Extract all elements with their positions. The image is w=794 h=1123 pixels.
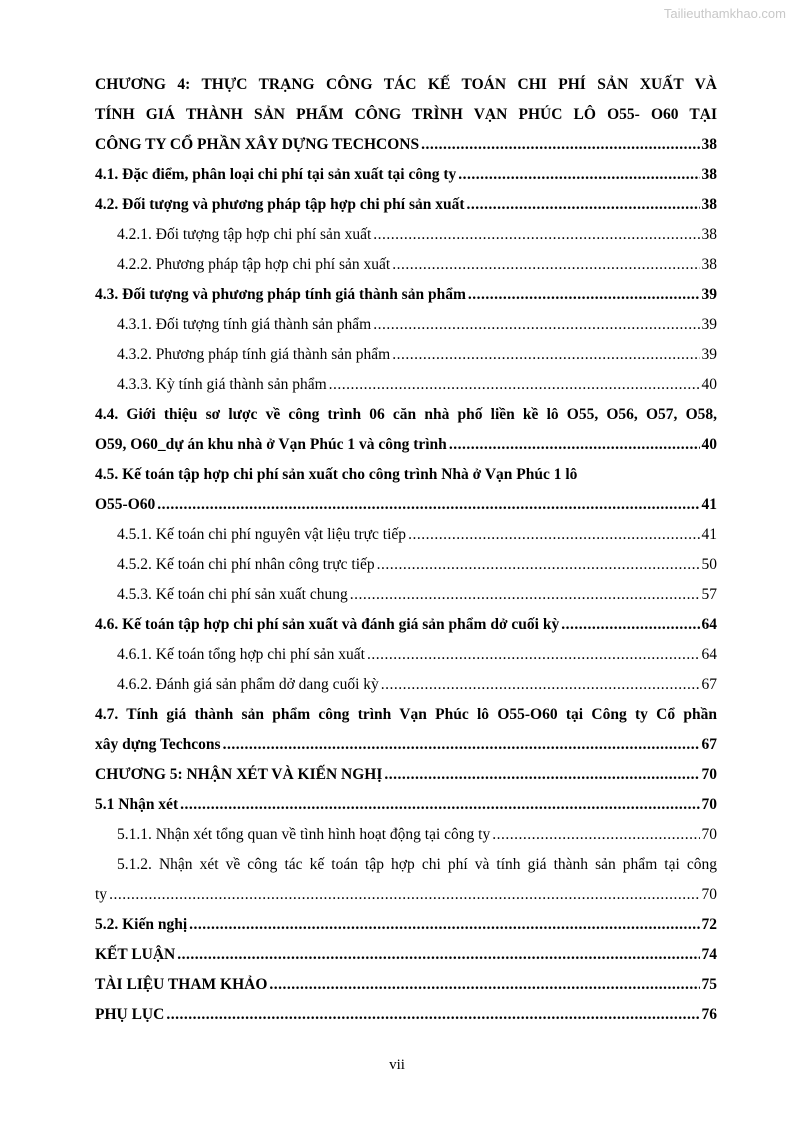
toc-page-number: 57 xyxy=(701,586,717,603)
toc-entry-4-7[interactable] xyxy=(95,700,717,760)
dot-leader xyxy=(492,820,699,850)
toc-entry-text: 4.4. Giới thiệu sơ lược về công trình 06 căn nhà phố liền kề lô O55, O56, O57, O58, xyxy=(95,406,717,423)
toc-entry-4-6-1[interactable] xyxy=(95,640,717,670)
toc-page-number: 38 xyxy=(701,196,717,213)
toc-entry-text: 4.5. Kế toán tập hợp chi phí sản xuất cho công trình Nhà ở Vạn Phúc 1 lô xyxy=(95,466,578,483)
dot-leader xyxy=(408,520,699,550)
toc-entry-text: 4.3.2. Phương pháp tính giá thành sản phẩm xyxy=(117,346,391,363)
toc-entry-text: CHƯƠNG 4: THỰC TRẠNG CÔNG TÁC KẾ TOÁN CHI PHÍ SẢN XUẤT VÀ xyxy=(95,76,717,93)
toc-page-number: 67 xyxy=(701,676,717,693)
toc-entry-5-2[interactable] xyxy=(95,910,717,940)
dot-leader xyxy=(392,250,699,280)
toc-page-number: 67 xyxy=(701,736,717,753)
dot-leader xyxy=(109,880,699,910)
dot-leader xyxy=(177,940,699,970)
dot-leader xyxy=(381,670,700,700)
dot-leader xyxy=(392,340,699,370)
toc-page-number: 74 xyxy=(701,946,717,963)
dot-leader xyxy=(468,280,700,310)
dot-leader xyxy=(166,1000,699,1030)
toc-page-number: 38 xyxy=(701,136,717,153)
toc-entry-text: 4.3.3. Kỳ tính giá thành sản phẩm xyxy=(117,376,327,393)
toc-entry-text: 4.5.1. Kế toán chi phí nguyên vật liệu trực tiếp xyxy=(117,526,407,543)
toc-entry-4-2[interactable] xyxy=(95,190,717,220)
toc-page-number: 64 xyxy=(701,646,717,663)
toc-entry-text: 5.1.2. Nhận xét về công tác kế toán tập hợp chi phí và tính giá thành sản phẩm tại công xyxy=(117,856,717,873)
toc-page-number: 72 xyxy=(701,916,717,933)
toc-entry-text: O55-O60 xyxy=(95,496,156,513)
toc-entry-appendix[interactable] xyxy=(95,1000,717,1030)
toc-entry-conclusion[interactable] xyxy=(95,940,717,970)
toc-entry-text: 4.2. Đối tượng và phương pháp tập hợp chi phí sản xuất xyxy=(95,196,465,213)
toc-entry-text: PHỤ LỤC xyxy=(95,1006,165,1023)
toc-entry-text: O59, O60_dự án khu nhà ở Vạn Phúc 1 và công trình xyxy=(95,436,447,453)
toc-entry-4-3[interactable] xyxy=(95,280,717,310)
dot-leader xyxy=(189,910,699,940)
toc-entry-4-5[interactable] xyxy=(95,460,717,520)
toc-entry-4-5-1[interactable] xyxy=(95,520,717,550)
toc-entry-text: ty xyxy=(95,886,108,903)
toc-page-number: 40 xyxy=(701,376,717,393)
toc-entry-text: 5.2. Kiến nghị xyxy=(95,916,188,933)
dot-leader xyxy=(367,640,700,670)
table-of-contents xyxy=(95,70,717,1030)
toc-entry-text: 4.3. Đối tượng và phương pháp tính giá thành sản phẩm xyxy=(95,286,466,303)
toc-entry-text: 4.5.2. Kế toán chi phí nhân công trực tiếp xyxy=(117,556,375,573)
toc-entry-text: CHƯƠNG 5: NHẬN XÉT VÀ KIẾN NGHỊ xyxy=(95,766,383,783)
toc-page-number: 40 xyxy=(701,436,717,453)
toc-page-number: 76 xyxy=(701,1006,717,1023)
toc-entry-4-4[interactable] xyxy=(95,400,717,460)
dot-leader xyxy=(350,580,700,610)
toc-entry-4-2-2[interactable] xyxy=(95,250,717,280)
toc-page-number: 38 xyxy=(701,166,717,183)
toc-entry-text: 4.1. Đặc điểm, phân loại chi phí tại sản xuất tại công ty xyxy=(95,166,457,183)
toc-entry-4-2-1[interactable] xyxy=(95,220,717,250)
toc-entry-references[interactable] xyxy=(95,970,717,1000)
toc-entry-text: 5.1.1. Nhận xét tổng quan về tình hình hoạt động tại công ty xyxy=(117,826,491,843)
toc-entry-text: 4.6. Kế toán tập hợp chi phí sản xuất và đánh giá sản phẩm dở cuối kỳ xyxy=(95,616,560,633)
toc-page-number: 75 xyxy=(701,976,717,993)
toc-page-number: 41 xyxy=(701,526,717,543)
dot-leader xyxy=(561,610,699,640)
toc-entry-text: 4.6.1. Kế toán tổng hợp chi phí sản xuất xyxy=(117,646,365,663)
dot-leader xyxy=(467,190,700,220)
toc-page-number: 39 xyxy=(701,346,717,363)
dot-leader xyxy=(329,370,700,400)
toc-entry-chapter-4[interactable] xyxy=(95,70,717,160)
dot-leader xyxy=(223,730,700,760)
toc-entry-text: 5.1 Nhận xét xyxy=(95,796,179,813)
toc-page-number: 70 xyxy=(701,796,717,813)
toc-entry-text: xây dựng Techcons xyxy=(95,736,221,753)
dot-leader xyxy=(421,130,699,160)
dot-leader xyxy=(384,760,699,790)
toc-page-number: 70 xyxy=(701,766,717,783)
toc-entry-text: 4.2.1. Đối tượng tập hợp chi phí sản xuất xyxy=(117,226,372,243)
toc-entry-text: CÔNG TY CỔ PHẦN XÂY DỰNG TECHCONS xyxy=(95,136,420,153)
toc-entry-4-3-3[interactable] xyxy=(95,370,717,400)
toc-entry-text: 4.3.1. Đối tượng tính giá thành sản phẩm xyxy=(117,316,372,333)
dot-leader xyxy=(449,430,700,460)
toc-page-number: 70 xyxy=(701,826,717,843)
toc-entry-text: TÍNH GIÁ THÀNH SẢN PHẨM CÔNG TRÌNH VẠN PHÚC LÔ O55- O60 TẠI xyxy=(95,106,717,123)
dot-leader xyxy=(180,790,699,820)
toc-entry-5-1-1[interactable] xyxy=(95,820,717,850)
toc-entry-chapter-5[interactable] xyxy=(95,760,717,790)
dot-leader xyxy=(269,970,699,1000)
watermark: Tailieuthamkhao.com xyxy=(663,6,786,21)
toc-entry-4-3-1[interactable] xyxy=(95,310,717,340)
toc-entry-4-5-2[interactable] xyxy=(95,550,717,580)
toc-page-number: 50 xyxy=(701,556,717,573)
toc-entry-5-1-2[interactable] xyxy=(95,850,717,910)
toc-entry-text: TÀI LIỆU THAM KHẢO xyxy=(95,976,268,993)
toc-entry-4-5-3[interactable] xyxy=(95,580,717,610)
toc-entry-4-1[interactable] xyxy=(95,160,717,190)
toc-entry-text: KẾT LUẬN xyxy=(95,946,176,963)
toc-page-number: 41 xyxy=(701,496,717,513)
toc-entry-5-1[interactable] xyxy=(95,790,717,820)
toc-page-number: 38 xyxy=(701,256,717,273)
toc-page-number: 64 xyxy=(701,616,717,633)
dot-leader xyxy=(157,490,699,520)
dot-leader xyxy=(373,220,699,250)
page-number-footer: vii xyxy=(389,1057,405,1073)
toc-entry-text: 4.2.2. Phương pháp tập hợp chi phí sản xuất xyxy=(117,256,391,273)
dot-leader xyxy=(458,160,699,190)
toc-page-number: 39 xyxy=(701,286,717,303)
toc-entry-4-6-2[interactable] xyxy=(95,670,717,700)
toc-entry-text: 4.7. Tính giá thành sản phẩm công trình Vạn Phúc lô O55-O60 tại Công ty Cổ phần xyxy=(95,706,717,723)
toc-page-number: 70 xyxy=(701,886,717,903)
toc-entry-text: 4.6.2. Đánh giá sản phẩm dở dang cuối kỳ xyxy=(117,676,379,693)
dot-leader xyxy=(377,550,700,580)
toc-page-number: 38 xyxy=(701,226,717,243)
toc-entry-text: 4.5.3. Kế toán chi phí sản xuất chung xyxy=(117,586,348,603)
toc-entry-4-6[interactable] xyxy=(95,610,717,640)
dot-leader xyxy=(373,310,699,340)
toc-page-number: 39 xyxy=(701,316,717,333)
toc-entry-4-3-2[interactable] xyxy=(95,340,717,370)
